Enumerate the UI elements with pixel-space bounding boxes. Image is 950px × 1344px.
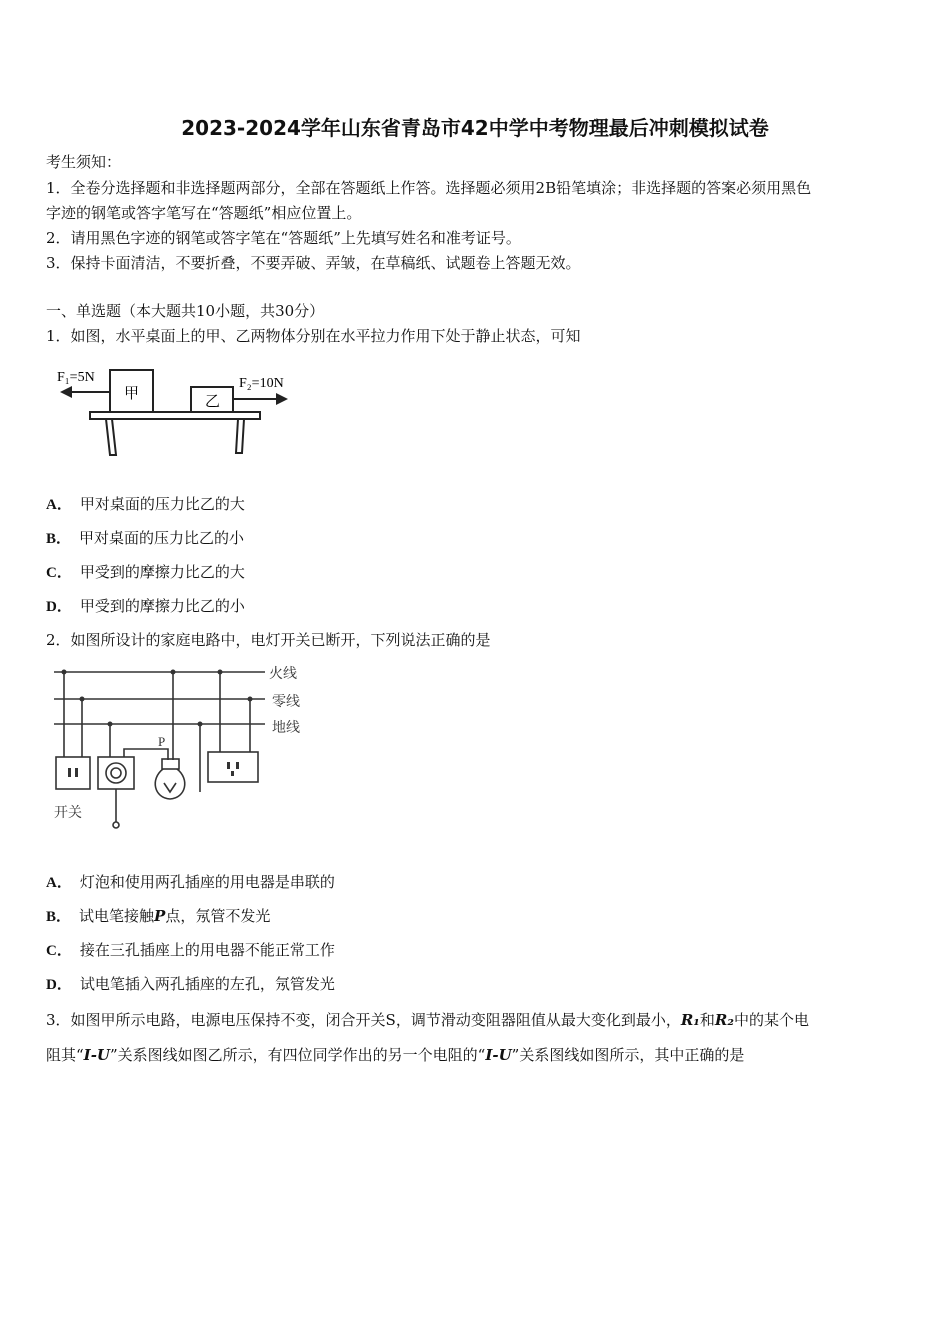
notice-heading: 考生须知： bbox=[46, 153, 122, 171]
notice-line-1: 1．全卷分选择题和非选择题两部分，全部在答题纸上作答。选择题必须用2B铅笔填涂；非选择题的答案必须用黑色 bbox=[46, 179, 812, 197]
f1-label: F₁=5N bbox=[57, 370, 95, 385]
live-wire-label: 火线 bbox=[269, 667, 297, 682]
q2-option-c[interactable]: C． 接在三孔插座上的用电器不能正常工作 bbox=[46, 941, 335, 959]
notice-line-3: 2．请用黑色字迹的钢笔或答字笔在“答题纸”上先填写姓名和准考证号。 bbox=[46, 229, 521, 247]
section-heading: 一、单选题（本大题共10小题，共30分） bbox=[46, 302, 325, 320]
q2-option-a[interactable]: A． 灯泡和使用两孔插座的用电器是串联的 bbox=[46, 873, 335, 891]
q3-line-1: 3．如图甲所示电路，电源电压保持不变，闭合开关S，调节滑动变阻器阻值从最大变化到最小，R₁和R₂中的某个电 bbox=[46, 1011, 809, 1029]
switch-label: 开关 bbox=[54, 806, 82, 821]
q1-stem: 1．如图，水平桌面上的甲、乙两物体分别在水平拉力作用下处于静止状态，可知 bbox=[46, 327, 581, 345]
q2-figure bbox=[50, 662, 310, 837]
block-jia-label: 甲 bbox=[124, 386, 140, 402]
q1-option-c[interactable]: C． 甲受到的摩擦力比乙的大 bbox=[46, 563, 245, 581]
q2-option-b[interactable]: B． 试电笔接触P点，氖管不发光 bbox=[46, 907, 271, 925]
q1-figure bbox=[52, 365, 302, 460]
ground-wire-label: 地线 bbox=[272, 721, 300, 736]
q3-line-2: 阻其“I-U”关系图线如图乙所示，有四位同学作出的另一个电阻的“I-U”关系图线如图所示，其中正确的是 bbox=[46, 1046, 745, 1064]
arrow-right-icon bbox=[276, 393, 288, 405]
point-p-label: P bbox=[158, 734, 166, 749]
block-yi-label: 乙 bbox=[205, 394, 221, 410]
notice-line-2: 字迹的钢笔或答字笔写在“答题纸”相应位置上。 bbox=[46, 204, 362, 222]
q2-stem: 2．如图所设计的家庭电路中，电灯开关已断开，下列说法正确的是 bbox=[46, 631, 491, 649]
neutral-wire-label: 零线 bbox=[272, 695, 300, 710]
q1-option-b[interactable]: B． 甲对桌面的压力比乙的小 bbox=[46, 529, 245, 547]
q1-option-d[interactable]: D． 甲受到的摩擦力比乙的小 bbox=[46, 597, 245, 615]
page-title: 2023-2024学年山东省青岛市42中学中考物理最后冲刺模拟试卷 bbox=[181, 116, 769, 140]
q2-option-d[interactable]: D． 试电笔插入两孔插座的左孔，氖管发光 bbox=[46, 975, 335, 993]
arrow-left-icon bbox=[60, 386, 72, 398]
f2-label: F₂=10N bbox=[239, 376, 284, 391]
q1-option-a[interactable]: A． 甲对桌面的压力比乙的大 bbox=[46, 495, 245, 513]
notice-line-4: 3．保持卡面清洁，不要折叠，不要弄破、弄皱，在草稿纸、试题卷上答题无效。 bbox=[46, 254, 581, 272]
